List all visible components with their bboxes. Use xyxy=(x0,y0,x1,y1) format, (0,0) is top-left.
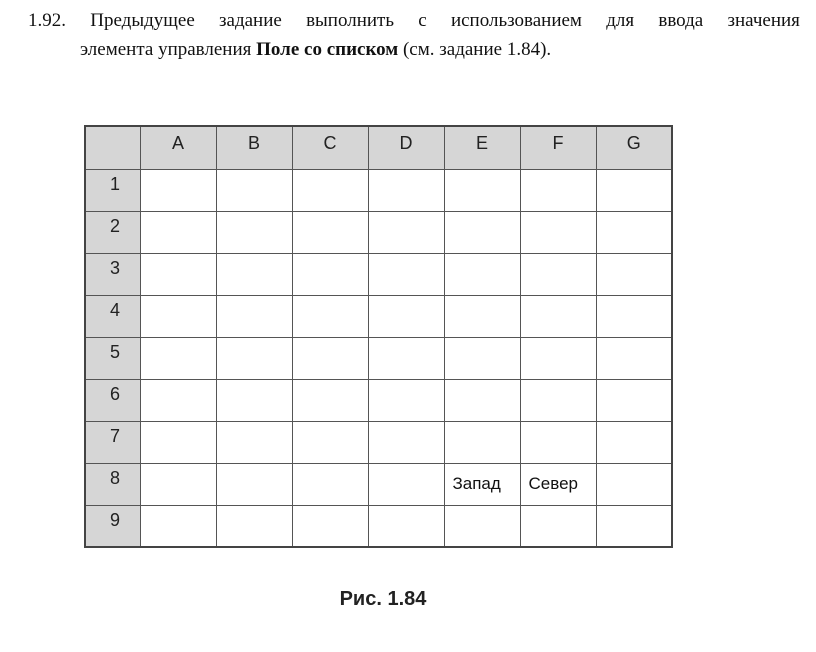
table-row xyxy=(85,379,672,421)
column-header: G xyxy=(596,126,672,169)
row-header: 4 xyxy=(85,295,140,337)
table-row xyxy=(85,169,672,211)
cell-a3[interactable] xyxy=(140,253,216,295)
cell-b9[interactable] xyxy=(216,505,292,547)
cell-a4[interactable] xyxy=(140,295,216,337)
cell-b6[interactable] xyxy=(216,379,292,421)
table-row xyxy=(85,211,672,253)
row-header: 9 xyxy=(85,505,140,547)
cell-g1[interactable] xyxy=(596,169,672,211)
task-word: Предыдущее xyxy=(90,10,195,31)
column-header: B xyxy=(216,126,292,169)
figure-caption: Рис. 1.84 xyxy=(339,588,427,610)
table-row xyxy=(85,505,672,547)
cell-e1[interactable] xyxy=(444,169,520,211)
task-word: задание xyxy=(219,10,282,31)
row-header: 2 xyxy=(85,211,140,253)
cell-e3[interactable] xyxy=(444,253,520,295)
cell-d3[interactable] xyxy=(368,253,444,295)
cell-b1[interactable] xyxy=(216,169,292,211)
table-row xyxy=(85,463,672,505)
cell-e9[interactable] xyxy=(444,505,520,547)
cell-g6[interactable] xyxy=(596,379,672,421)
task-word: с xyxy=(418,10,427,31)
cell-e7[interactable] xyxy=(444,421,520,463)
task-word: ввода xyxy=(658,10,704,31)
cell-f5[interactable] xyxy=(520,337,596,379)
cell-c8[interactable] xyxy=(292,463,368,505)
cell-d4[interactable] xyxy=(368,295,444,337)
cell-g3[interactable] xyxy=(596,253,672,295)
cell-f8[interactable]: Север xyxy=(520,463,596,505)
cell-e6[interactable] xyxy=(444,379,520,421)
cell-f1[interactable] xyxy=(520,169,596,211)
table-row xyxy=(85,421,672,463)
cell-b2[interactable] xyxy=(216,211,292,253)
cell-c1[interactable] xyxy=(292,169,368,211)
cell-c9[interactable] xyxy=(292,505,368,547)
cell-b8[interactable] xyxy=(216,463,292,505)
cell-a6[interactable] xyxy=(140,379,216,421)
cell-g7[interactable] xyxy=(596,421,672,463)
cell-a5[interactable] xyxy=(140,337,216,379)
column-header: C xyxy=(292,126,368,169)
column-header: F xyxy=(520,126,596,169)
cell-e2[interactable] xyxy=(444,211,520,253)
spreadsheet-grid xyxy=(84,125,673,548)
cell-d9[interactable] xyxy=(368,505,444,547)
task-word: значения xyxy=(727,10,800,31)
cell-f7[interactable] xyxy=(520,421,596,463)
task-word: использованием xyxy=(450,10,582,31)
cell-d6[interactable] xyxy=(368,379,444,421)
cell-b4[interactable] xyxy=(216,295,292,337)
cell-d8[interactable] xyxy=(368,463,444,505)
cell-f2[interactable] xyxy=(520,211,596,253)
task-word: выполнить xyxy=(306,10,395,31)
table-row xyxy=(85,295,672,337)
task-line-2 xyxy=(28,35,800,64)
cell-e8[interactable]: Запад xyxy=(444,463,520,505)
cell-g5[interactable] xyxy=(596,337,672,379)
cell-a7[interactable] xyxy=(140,421,216,463)
column-header: A xyxy=(140,126,216,169)
cell-c2[interactable] xyxy=(292,211,368,253)
cell-a1[interactable] xyxy=(140,169,216,211)
cell-d1[interactable] xyxy=(368,169,444,211)
cell-b3[interactable] xyxy=(216,253,292,295)
row-header: 3 xyxy=(85,253,140,295)
cell-c3[interactable] xyxy=(292,253,368,295)
row-header: 7 xyxy=(85,421,140,463)
cell-a9[interactable] xyxy=(140,505,216,547)
row-header: 8 xyxy=(85,463,140,505)
cell-a8[interactable] xyxy=(140,463,216,505)
cell-d2[interactable] xyxy=(368,211,444,253)
cell-f6[interactable] xyxy=(520,379,596,421)
task-text-before: элемента управления xyxy=(80,39,257,60)
task-text-after: (см. задание 1.84). xyxy=(398,39,552,60)
task-line-1 xyxy=(28,6,800,35)
cell-f9[interactable] xyxy=(520,505,596,547)
corner-cell xyxy=(85,126,140,169)
row-header: 6 xyxy=(85,379,140,421)
cell-g2[interactable] xyxy=(596,211,672,253)
cell-d7[interactable] xyxy=(368,421,444,463)
column-header: E xyxy=(444,126,520,169)
table-row xyxy=(85,253,672,295)
cell-c5[interactable] xyxy=(292,337,368,379)
task-number: 1.92. xyxy=(28,10,66,31)
cell-g4[interactable] xyxy=(596,295,672,337)
column-header: D xyxy=(368,126,444,169)
cell-g9[interactable] xyxy=(596,505,672,547)
table-row xyxy=(85,337,672,379)
cell-d5[interactable] xyxy=(368,337,444,379)
cell-e4[interactable] xyxy=(444,295,520,337)
cell-f4[interactable] xyxy=(520,295,596,337)
row-header: 5 xyxy=(85,337,140,379)
cell-c7[interactable] xyxy=(292,421,368,463)
cell-g8[interactable] xyxy=(596,463,672,505)
cell-b7[interactable] xyxy=(216,421,292,463)
cell-e5[interactable] xyxy=(444,337,520,379)
task-word: для xyxy=(606,10,635,31)
column-header-row xyxy=(85,126,672,169)
cell-f3[interactable] xyxy=(520,253,596,295)
cell-c6[interactable] xyxy=(292,379,368,421)
control-name: Поле со списком xyxy=(256,39,399,60)
cell-a2[interactable] xyxy=(140,211,216,253)
cell-c4[interactable] xyxy=(292,295,368,337)
row-header: 1 xyxy=(85,169,140,211)
cell-b5[interactable] xyxy=(216,337,292,379)
task-text xyxy=(28,6,800,64)
